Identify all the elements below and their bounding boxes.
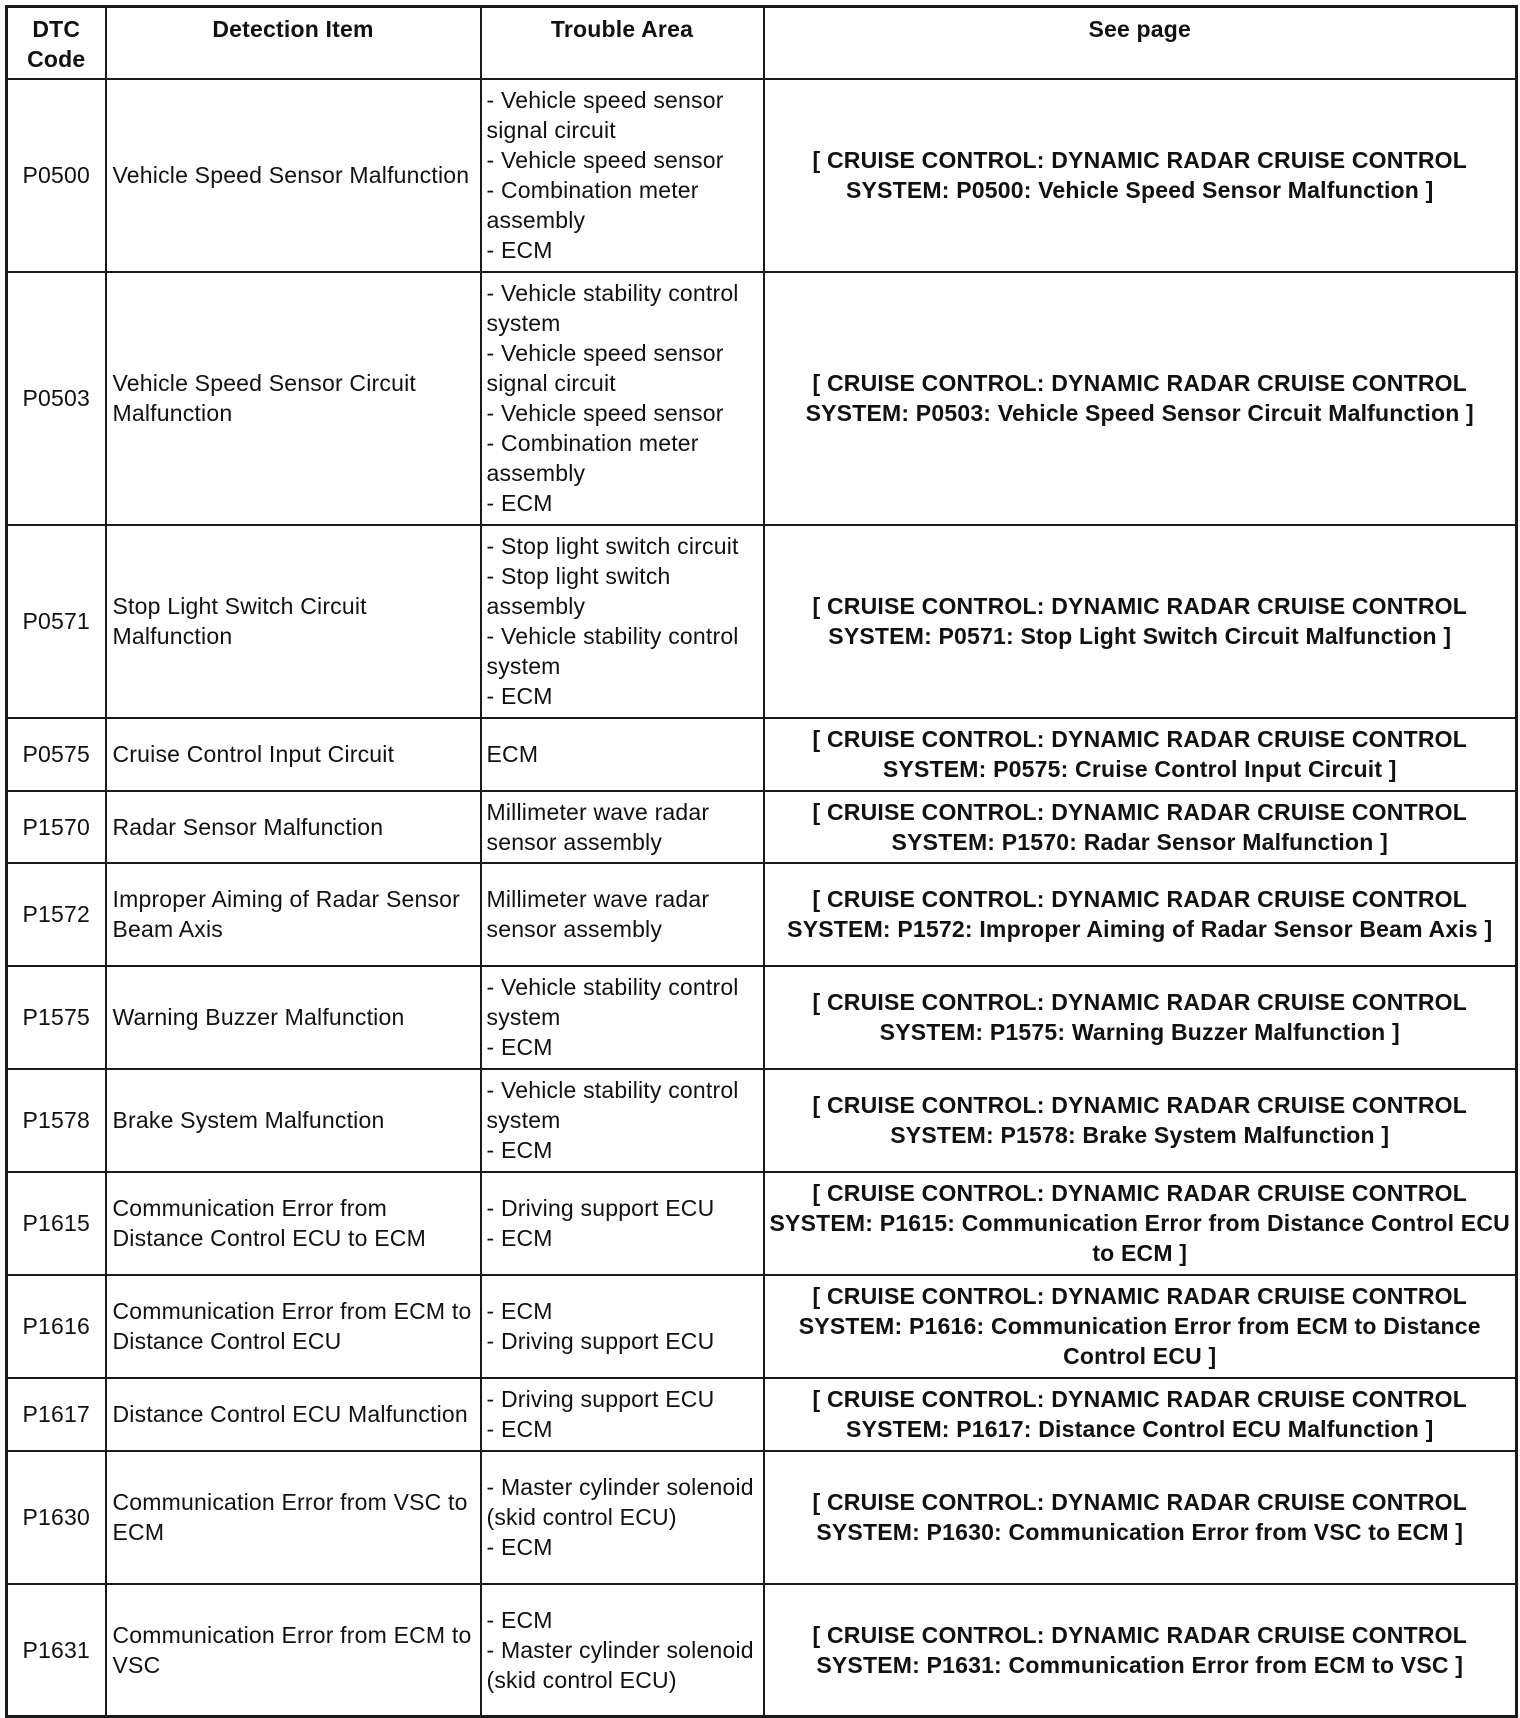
header-row <box>7 7 1517 79</box>
table-row <box>7 966 1517 1069</box>
dtc-code-cell: P1575 <box>7 966 106 1069</box>
trouble-area-cell <box>481 272 764 525</box>
dtc-code-cell: P0503 <box>7 272 106 525</box>
table-row <box>7 791 1517 863</box>
trouble-area-cell <box>481 966 764 1069</box>
see-page-link[interactable]: [ CRUISE CONTROL: DYNAMIC RADAR CRUISE CONTROL SYSTEM: P1615: Communication Error from Distance Control ECU to ECM ] <box>764 1172 1517 1275</box>
trouble-area-line: - Driving support ECU <box>486 1386 715 1412</box>
detection-item-cell: Brake System Malfunction <box>106 1069 481 1172</box>
trouble-area-line: - Vehicle speed sensor <box>486 147 724 173</box>
header-trouble-area: Trouble Area <box>481 7 764 79</box>
header-detection-item: Detection Item <box>106 7 481 79</box>
detection-item-cell: Communication Error from ECM to Distance Control ECU <box>106 1275 481 1378</box>
trouble-area-line: - ECM <box>486 683 553 709</box>
dtc-code-cell: P1616 <box>7 1275 106 1378</box>
dtc-code-cell: P1631 <box>7 1584 106 1717</box>
detection-item-cell: Cruise Control Input Circuit <box>106 718 481 791</box>
detection-item-cell: Distance Control ECU Malfunction <box>106 1378 481 1451</box>
trouble-area-cell <box>481 863 764 966</box>
trouble-area-line: - ECM <box>486 1416 553 1442</box>
see-page-link[interactable]: [ CRUISE CONTROL: DYNAMIC RADAR CRUISE CONTROL SYSTEM: P0503: Vehicle Speed Sensor Circuit Malfunction ] <box>764 272 1517 525</box>
trouble-area-line: - Stop light switch assembly <box>486 563 671 619</box>
trouble-area-line: - Vehicle stability control system <box>486 1077 739 1133</box>
header-dtc-code-line1: DTC <box>32 16 81 42</box>
table-body <box>7 79 1517 1717</box>
detection-item-cell: Warning Buzzer Malfunction <box>106 966 481 1069</box>
trouble-area-cell <box>481 525 764 718</box>
detection-item-cell: Communication Error from VSC to ECM <box>106 1451 481 1584</box>
trouble-area-line: - Master cylinder solenoid (skid control ECU) <box>486 1636 754 1693</box>
trouble-area-cell <box>481 1275 764 1378</box>
detection-item-cell: Radar Sensor Malfunction <box>106 791 481 863</box>
dtc-code-cell: P1630 <box>7 1451 106 1584</box>
dtc-code-cell: P1570 <box>7 791 106 863</box>
trouble-area-line: - ECM <box>486 1225 553 1251</box>
trouble-area-line: - Vehicle speed sensor <box>486 400 724 426</box>
detection-item-cell: Improper Aiming of Radar Sensor Beam Axis <box>106 863 481 966</box>
trouble-area-line: ECM <box>486 741 539 767</box>
table-row <box>7 79 1517 272</box>
dtc-code-cell: P0575 <box>7 718 106 791</box>
see-page-link[interactable]: [ CRUISE CONTROL: DYNAMIC RADAR CRUISE CONTROL SYSTEM: P1578: Brake System Malfunction ] <box>764 1069 1517 1172</box>
trouble-area-cell <box>481 718 764 791</box>
table-row <box>7 525 1517 718</box>
trouble-area-line: Millimeter wave radar sensor assembly <box>486 798 710 855</box>
see-page-link[interactable]: [ CRUISE CONTROL: DYNAMIC RADAR CRUISE CONTROL SYSTEM: P1616: Communication Error from ECM to Distance Control ECU ] <box>764 1275 1517 1378</box>
table-row <box>7 1378 1517 1451</box>
table-row <box>7 1275 1517 1378</box>
trouble-area-line: - Vehicle stability control system <box>486 280 739 336</box>
see-page-link[interactable]: [ CRUISE CONTROL: DYNAMIC RADAR CRUISE CONTROL SYSTEM: P1572: Improper Aiming of Radar Sensor Beam Axis ] <box>764 863 1517 966</box>
trouble-area-line: - ECM <box>486 1137 553 1163</box>
dtc-code-cell: P0571 <box>7 525 106 718</box>
trouble-area-cell <box>481 1584 764 1717</box>
see-page-link[interactable]: [ CRUISE CONTROL: DYNAMIC RADAR CRUISE CONTROL SYSTEM: P0500: Vehicle Speed Sensor Malfunction ] <box>764 79 1517 272</box>
detection-item-cell: Communication Error from Distance Control ECU to ECM <box>106 1172 481 1275</box>
table-row <box>7 272 1517 525</box>
trouble-area-line: - Vehicle stability control system <box>486 623 739 679</box>
see-page-link[interactable]: [ CRUISE CONTROL: DYNAMIC RADAR CRUISE CONTROL SYSTEM: P1630: Communication Error from VSC to ECM ] <box>764 1451 1517 1584</box>
trouble-area-line: - Combination meter assembly <box>486 430 699 486</box>
trouble-area-cell <box>481 1069 764 1172</box>
dtc-code-cell: P1615 <box>7 1172 106 1275</box>
see-page-link[interactable]: [ CRUISE CONTROL: DYNAMIC RADAR CRUISE CONTROL SYSTEM: P1575: Warning Buzzer Malfunction ] <box>764 966 1517 1069</box>
detection-item-cell: Vehicle Speed Sensor Malfunction <box>106 79 481 272</box>
trouble-area-line: - ECM <box>486 1034 553 1060</box>
see-page-link[interactable]: [ CRUISE CONTROL: DYNAMIC RADAR CRUISE CONTROL SYSTEM: P1617: Distance Control ECU Malfunction ] <box>764 1378 1517 1451</box>
trouble-area-line: - Vehicle stability control system <box>486 974 739 1030</box>
trouble-area-line: - Stop light switch circuit <box>486 533 739 559</box>
header-see-page: See page <box>764 7 1517 79</box>
see-page-link[interactable]: [ CRUISE CONTROL: DYNAMIC RADAR CRUISE CONTROL SYSTEM: P0571: Stop Light Switch Circuit Malfunction ] <box>764 525 1517 718</box>
detection-item-cell: Communication Error from ECM to VSC <box>106 1584 481 1717</box>
trouble-area-line: - Master cylinder solenoid (skid control ECU) <box>486 1474 754 1530</box>
trouble-area-cell <box>481 1378 764 1451</box>
table-row <box>7 1172 1517 1275</box>
see-page-link[interactable]: [ CRUISE CONTROL: DYNAMIC RADAR CRUISE CONTROL SYSTEM: P1570: Radar Sensor Malfunction ] <box>764 791 1517 863</box>
dtc-code-cell: P1617 <box>7 1378 106 1451</box>
trouble-area-line: - ECM <box>486 490 553 516</box>
trouble-area-cell <box>481 1172 764 1275</box>
header-dtc-code <box>7 7 106 79</box>
header-dtc-code-line2: Code <box>27 46 86 72</box>
trouble-area-cell <box>481 791 764 863</box>
dtc-table <box>5 5 1518 1718</box>
trouble-area-cell <box>481 79 764 272</box>
see-page-link[interactable]: [ CRUISE CONTROL: DYNAMIC RADAR CRUISE CONTROL SYSTEM: P1631: Communication Error from ECM to VSC ] <box>764 1584 1517 1717</box>
detection-item-cell: Vehicle Speed Sensor Circuit Malfunction <box>106 272 481 525</box>
trouble-area-line: - ECM <box>486 1298 553 1324</box>
see-page-link[interactable]: [ CRUISE CONTROL: DYNAMIC RADAR CRUISE CONTROL SYSTEM: P0575: Cruise Control Input Circuit ] <box>764 718 1517 791</box>
trouble-area-line: - ECM <box>486 1606 553 1633</box>
table-row <box>7 1069 1517 1172</box>
table-row <box>7 718 1517 791</box>
trouble-area-line: - Vehicle speed sensor signal circuit <box>486 87 724 143</box>
trouble-area-line: - Vehicle speed sensor signal circuit <box>486 340 724 396</box>
table-row <box>7 863 1517 966</box>
table-row <box>7 1451 1517 1584</box>
dtc-code-cell: P1578 <box>7 1069 106 1172</box>
dtc-code-cell: P1572 <box>7 863 106 966</box>
trouble-area-cell <box>481 1451 764 1584</box>
trouble-area-line: - Combination meter assembly <box>486 177 699 233</box>
dtc-code-cell: P0500 <box>7 79 106 272</box>
trouble-area-line: Millimeter wave radar sensor assembly <box>486 886 710 942</box>
trouble-area-line: - Driving support ECU <box>486 1195 715 1221</box>
table-row <box>7 1584 1517 1717</box>
trouble-area-line: - ECM <box>486 1534 553 1560</box>
trouble-area-line: - ECM <box>486 237 553 263</box>
detection-item-cell: Stop Light Switch Circuit Malfunction <box>106 525 481 718</box>
trouble-area-line: - Driving support ECU <box>486 1328 715 1354</box>
